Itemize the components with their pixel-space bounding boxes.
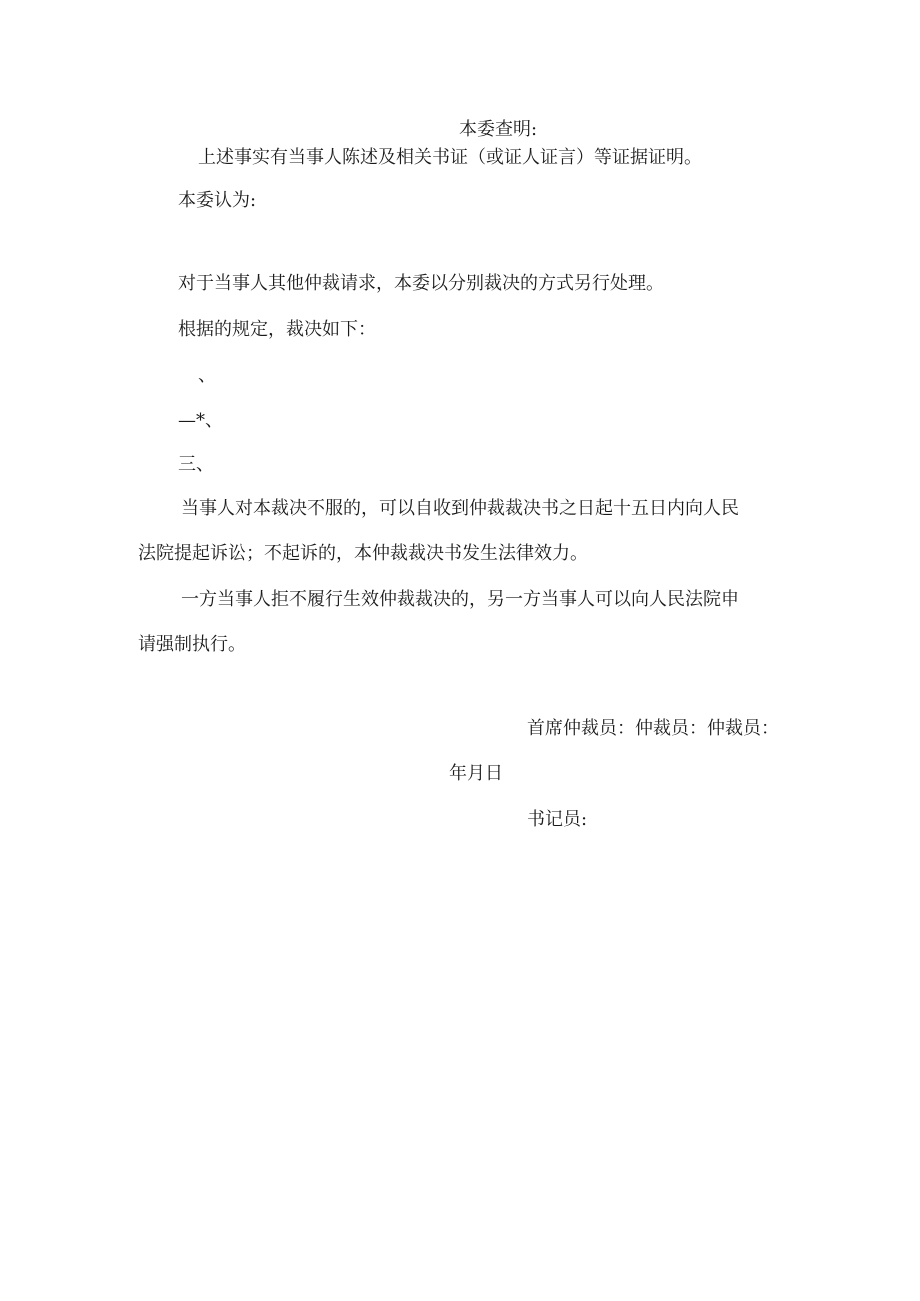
appeal-paragraph-line-1: 当事人对本裁决不服的，可以自收到仲裁裁决书之日起十五日内向人民: [181, 498, 739, 519]
other-claims-paragraph: 对于当事人其他仲裁请求，本委以分别裁决的方式另行处理。: [178, 273, 664, 294]
ruling-item-2: —*、: [178, 410, 223, 431]
appeal-paragraph-line-2: 法院提起诉讼；不起诉的，本仲裁裁决书发生法律效力。: [138, 543, 588, 564]
clerk-signature-line: 书记员:: [527, 809, 588, 830]
enforcement-paragraph-line-1: 一方当事人拒不履行生效仲裁裁决的，另一方当事人可以向人民法院申: [181, 589, 739, 610]
ruling-basis: 根据的规定，裁决如下：: [178, 319, 376, 340]
enforcement-paragraph-line-2: 请强制执行。: [138, 634, 246, 655]
opinion-heading: 本委认为:: [178, 190, 257, 211]
findings-text: 上述事实有当事人陈述及相关书证（或证人证言）等证据证明。: [198, 147, 702, 168]
date-line: 年月日: [449, 763, 503, 784]
ruling-item-1: 、: [198, 365, 216, 386]
arbitrators-signature-line: 首席仲裁员：仲裁员：仲裁员：: [527, 718, 779, 739]
findings-heading: 本委查明:: [459, 119, 538, 140]
ruling-item-3: 三、: [178, 454, 214, 475]
